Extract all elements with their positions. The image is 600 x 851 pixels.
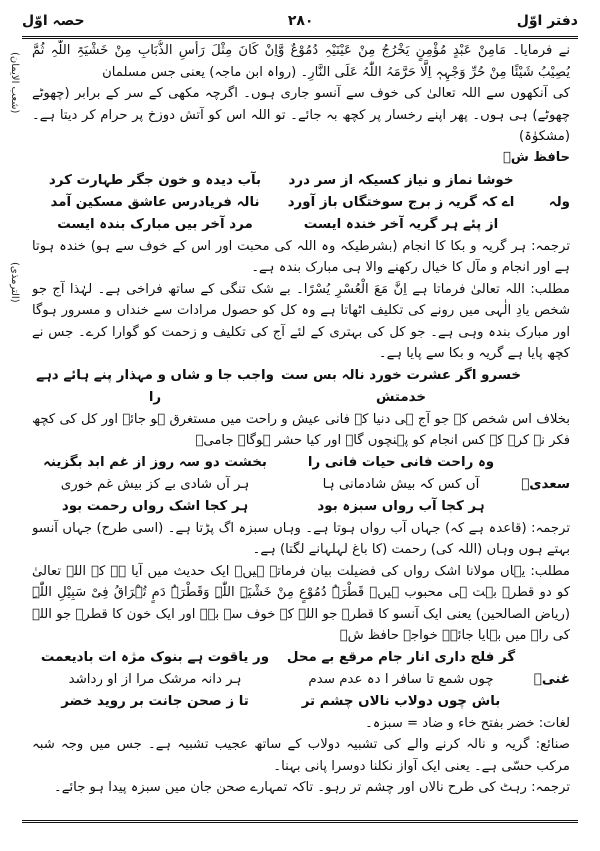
verse-first-hemistich: از پئے ہر گریہ آخر خندہ ایست (303, 216, 499, 232)
verse-label: غنیؔ (533, 671, 570, 687)
header-volume: دفتر اوّل (516, 13, 578, 29)
paragraph: نے فرمایا۔ مَامِنْ عَبْدٍ مُؤْمِنٍ یَخْرُجُ مِنْ عَیْنَیْہِ دُمُوْعٌ وَّاِنْ کَانَ مِثْلَ رَأْسِ الذُّبَابِ مِنْ خَشْیَۃِ اللّٰہِ ثُمَّ یُصِیْبُ شَیْئًا مِنْ حُرِّ وَجْہِہٖ اِلَّا حَرَّمَہُ اللّٰہُ عَلَی النَّارِ۔ (رواہ ابن ماجہ) یعنی جس مسلمان (32, 43, 570, 80)
margin-note-top: (شعب الایمان) (9, 52, 20, 114)
paragraph: ترجمہ: (قاعدہ ہے کہ) جہاں آب رواں ہوتا ہے۔ وہاں سبزہ اگ پڑتا ہے۔ (اسی طرح) جہاں آنسو بہتے ہوں وہاں (اللہ کی) رحمت (کا باغ لہلہانے لگتا) ہے۔ (32, 520, 570, 557)
verse-label (524, 170, 570, 192)
margin-note-middle: (الترمذی) (9, 262, 20, 303)
verse-row (32, 170, 570, 192)
verse-row (32, 452, 570, 474)
verse-second-hemistich: مرد آخر بیں مبارک بندہ ایست (57, 216, 253, 232)
verse-label (524, 496, 570, 518)
verse-row (32, 214, 570, 236)
paragraph: ترجمہ: ہر گریہ و بکا کا انجام (بشرطیکہ وہ اللہ کی محبت اور اس کے خوف سے ہو) خندہ ہوتا ہے اور انجام و مآل کا خیال رکھنے والا ہی مبارک بندہ ہے۔ (32, 238, 570, 275)
verse-second-hemistich: تا ز صحن جانت بر روید خضر (61, 693, 249, 709)
verse-label (524, 647, 570, 669)
page-body (32, 40, 570, 812)
verse-second-hemistich: نالہ فریادرس عاشق مسکین آمد (50, 194, 260, 210)
verse-label: ولہ (548, 194, 570, 210)
verse-row (32, 669, 570, 691)
verse-label: سعدیؔ (521, 476, 570, 492)
attribution: حافظ شؔ (503, 149, 570, 165)
verse-label (524, 452, 570, 474)
verse-second-hemistich: ور یاقوت ہے بنوک مژہ ات بادیعمت (40, 649, 270, 665)
verse-row (32, 365, 570, 409)
paragraph: بخلاف اس شخص کے جو آج ہی دنیا کے فانی عیش و راحت میں مستغرق ہو جائے اور کل کی کچھ فکر نہ کرے کہ کس انجام کو پہنچوں گا۔ اور کیا حشر ہوگا۔ جامیؔ (32, 411, 570, 448)
verse-first-hemistich: خسرو اگر عشرت خورد نالہ بس ست خدمتش (280, 367, 522, 405)
header-rule (22, 36, 578, 39)
header-part: حصہ اوّل (22, 13, 85, 29)
verse-second-hemistich: ہر دانہ مرشک مرا از او رداشد (68, 671, 242, 687)
verse-row (32, 691, 570, 713)
paragraph: مطلب: اللہ تعالیٰ فرماتا ہے اِنَّ مَعَ الْعُسْرِ یُسْرًا۔ بے شک تنگی کے ساتھ فراخی ہے۔ لہٰذا آج جو شخص یادِ الٰہی میں رونے کی تکلیف اٹھاتا ہے وہ کل کو حصول مرادات سے خنداں و مسرور ہوگا اور مبارک بندہ وہی ہے۔ جو کل کی بہتری کے لئے آج کی تکلیف و زحمت کو گوارا کرے۔ جس نے کچھ پایا ہے گریہ و بکا سے پایا ہے۔ (32, 281, 570, 361)
paragraph: مطلب: یہاں مولانا اشک رواں کی فضیلت بیان فرماتے ہیں۔ ایک حدیث میں آیا ہے کہ اللہ تعالیٰ کو دو قطرے بہت ہی محبوب ہیں۔ قَطْرَۃُ دُمُوْعٍ مِنْ خَشْیَۃِ اللّٰہِ وَقَطْرَۃُ دَمٍ تُہْرَاقُ فِیْ سَبِیْلِ اللّٰہِ (ریاض الصالحین) یعنی ایک آنسو کا قطرہ جو اللہ کے خوف سے بہے اور ایک خون کا قطرہ جو اللہ کی راہ میں بہایا جائے۔ خواجہ حافظ شؔ (32, 563, 570, 643)
verse-first-hemistich: باش چوں دولاب نالاں چشم تر (301, 693, 501, 709)
verse-first-hemistich: آں کس کہ بیش شادمانی ہا (322, 476, 480, 492)
verse-second-hemistich: بآب دیدہ و خون جگر طہارت کرد (48, 172, 262, 188)
verse-row (32, 496, 570, 518)
verse-first-hemistich: گر فلج داری انار جام مرقع بے محل (286, 649, 516, 665)
page-number: ۲۸۰ (287, 13, 314, 29)
footer-rule (22, 820, 578, 823)
verse-second-hemistich: ہر آں شادی بے کز بیش غم خوری (60, 476, 250, 492)
paragraph: لغات: خضر بفتح خاء و ضاد = سبزہ۔ (365, 715, 570, 731)
verse-row (32, 647, 570, 669)
page-header (22, 8, 578, 34)
verse-row (32, 474, 570, 496)
paragraph: ترجمہ: رہٹ کی طرح نالاں اور چشم تر رہو۔ تاکہ تمہارے صحن جان میں سبزہ پیدا ہو جائے۔ (54, 780, 570, 795)
verse-first-hemistich: اے کہ گریہ ز برج سوختگاں باز آورد (287, 194, 515, 210)
verse-label (524, 365, 570, 409)
verse-first-hemistich: خوشا نماز و نیاز کسیکہ از سر درد (288, 172, 514, 188)
verse-label (524, 691, 570, 713)
paragraph: کی آنکھوں سے اللہ تعالیٰ کی خوف سے آنسو جاری ہوں۔ اگرچہ مکھی کے سر کے برابر (چھوٹے چھوٹے) ہی ہوں۔ پھر اپنے رخسار پر کچھ بہ جائے۔ تو اللہ اس کو آتش دوزخ پر حرام کر دیتا ہے۔ (مشکوٰۃ) (32, 86, 570, 144)
verse-first-hemistich: چوں شمع تا سافر ا دہ عدم سدم (308, 671, 494, 687)
verse-label (524, 214, 570, 236)
verse-second-hemistich: بخشت دو سہ روز از غم ابد بگزینہ (43, 454, 267, 470)
verse-row (32, 192, 570, 214)
verse-first-hemistich: وہ راحت فانی حیات فانی را (307, 454, 495, 470)
verse-second-hemistich: ہر کجا اشک رواں رحمت بود (61, 498, 249, 514)
verse-first-hemistich: ہر کجا آب رواں سبزہ بود (317, 498, 485, 514)
verse-second-hemistich: واجب جا و شاں و مہذار پنے ہائے دہے را (36, 367, 274, 405)
paragraph: صنائع: گریہ و نالہ کرنے والے کی تشبیہ دولاب کے ساتھ عجیب تشبیہ ہے۔ جس میں وجہ شبہ مرکب حسّی ہے۔ یعنی ایک آواز نکلنا دوسرا پانی بہنا۔ (32, 737, 570, 774)
